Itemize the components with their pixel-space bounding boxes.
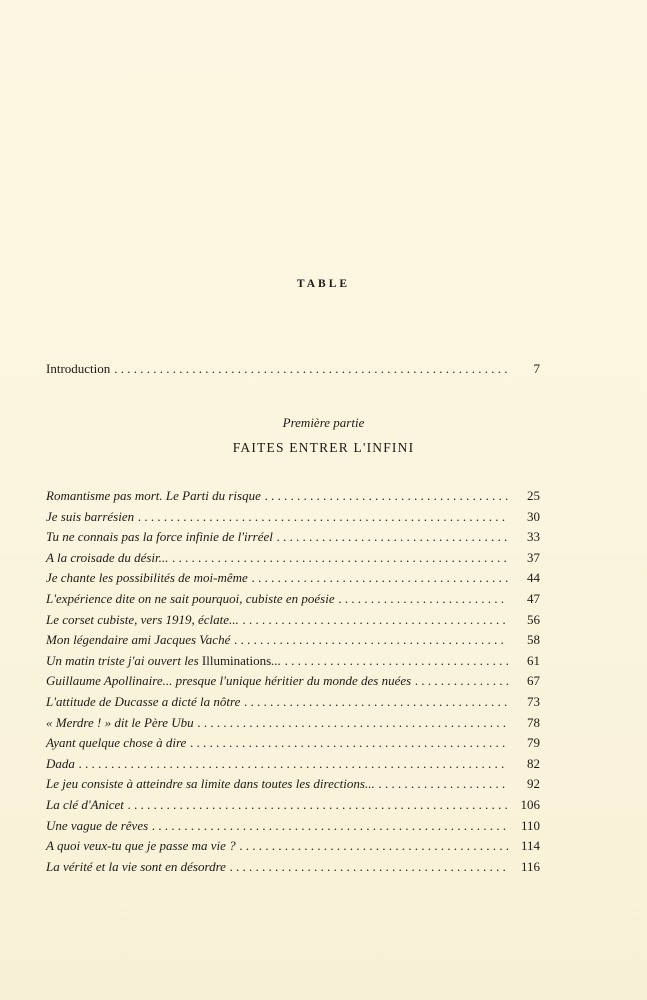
leader-dots bbox=[152, 818, 508, 834]
leader-dots bbox=[277, 529, 508, 545]
leader-dots bbox=[128, 797, 508, 813]
entry-page-number: 67 bbox=[527, 673, 540, 689]
toc-entry[interactable] bbox=[46, 612, 540, 633]
toc-entry[interactable] bbox=[46, 715, 540, 736]
toc-entry[interactable] bbox=[46, 838, 540, 859]
leader-dots bbox=[234, 632, 508, 648]
entry-title: La clé d'Anicet bbox=[46, 796, 124, 812]
entry-page-number: 110 bbox=[520, 817, 540, 833]
entry-title: L'attitude de Ducasse a dicté la nôtre bbox=[46, 693, 241, 709]
leader-dots bbox=[138, 509, 508, 525]
entry-page-number: 73 bbox=[527, 693, 540, 709]
leader-dots bbox=[79, 756, 508, 772]
leader-dots bbox=[415, 673, 508, 689]
entry-title: Un matin triste j'ai ouvert les Illuminations... bbox=[46, 652, 281, 668]
entry-page-number: 106 bbox=[520, 796, 540, 812]
toc-entries-list bbox=[46, 488, 540, 879]
entry-page-number: 37 bbox=[527, 549, 540, 565]
entry-title: Le corset cubiste, vers 1919, éclate... bbox=[46, 611, 239, 627]
part-title: FAITES ENTRER L'INFINI bbox=[232, 440, 415, 455]
leader-dots bbox=[243, 612, 508, 628]
entry-page-number: 47 bbox=[527, 590, 540, 606]
entry-title: Le jeu consiste à atteindre sa limite dans toutes les directions... bbox=[46, 776, 375, 792]
leader-dots bbox=[240, 838, 508, 854]
leader-dots bbox=[379, 776, 508, 792]
entry-page-number: 7 bbox=[533, 361, 540, 376]
entry-title: Mon légendaire ami Jacques Vaché bbox=[46, 632, 231, 648]
leader-dots bbox=[198, 715, 508, 731]
entry-page-number: 114 bbox=[520, 838, 540, 854]
toc-entry[interactable] bbox=[46, 550, 540, 571]
toc-entry[interactable] bbox=[46, 694, 540, 715]
leader-dots bbox=[339, 591, 508, 607]
table-heading: TABLE bbox=[296, 278, 351, 290]
entry-page-number: 58 bbox=[527, 632, 540, 648]
entry-page-number: 82 bbox=[527, 755, 540, 771]
entry-page-number: 25 bbox=[527, 488, 540, 503]
leader-dots bbox=[285, 653, 508, 669]
leader-dots bbox=[230, 859, 508, 875]
leader-dots bbox=[265, 488, 508, 504]
entry-page-number: 44 bbox=[527, 570, 540, 586]
entry-title: Tu ne connais pas la force infinie de l'irréel bbox=[46, 529, 273, 545]
entry-title: Introduction bbox=[46, 361, 111, 376]
entry-title: A quoi veux-tu que je passe ma vie ? bbox=[46, 838, 236, 854]
toc-entry[interactable] bbox=[46, 818, 540, 839]
entry-page-number: 56 bbox=[527, 611, 540, 627]
entry-page-number: 61 bbox=[527, 652, 540, 668]
entry-page-number: 30 bbox=[527, 508, 540, 524]
leader-dots bbox=[252, 570, 508, 586]
leader-dots bbox=[172, 550, 508, 566]
entry-title: Guillaume Apollinaire... presque l'unique héritier du monde des nuées bbox=[46, 673, 412, 689]
leader-dots bbox=[114, 361, 508, 377]
leader-dots bbox=[244, 694, 508, 710]
entry-page-number: 79 bbox=[527, 735, 540, 751]
toc-entry[interactable] bbox=[46, 653, 540, 674]
entry-title: Dada bbox=[46, 755, 75, 771]
entry-page-number: 92 bbox=[527, 776, 540, 792]
entry-title: Je suis barrésien bbox=[46, 508, 135, 524]
entry-title: Ayant quelque chose à dire bbox=[46, 735, 187, 751]
entry-page-number: 116 bbox=[520, 858, 540, 874]
entry-title: L'expérience dite on ne sait pourquoi, cubiste en poésie bbox=[46, 590, 335, 606]
entry-title: Je chante les possibilités de moi-même bbox=[46, 570, 248, 586]
toc-entry[interactable] bbox=[46, 859, 540, 880]
toc-entry[interactable] bbox=[46, 509, 540, 530]
toc-entry[interactable] bbox=[46, 735, 540, 756]
toc-entry[interactable] bbox=[46, 529, 540, 550]
toc-entry[interactable] bbox=[46, 591, 540, 612]
entry-title: Une vague de rêves bbox=[46, 817, 149, 833]
entry-page-number: 33 bbox=[527, 529, 540, 545]
toc-entry[interactable] bbox=[46, 673, 540, 694]
toc-entry[interactable] bbox=[46, 570, 540, 591]
toc-entry[interactable] bbox=[46, 632, 540, 653]
leader-dots bbox=[190, 735, 508, 751]
toc-entry-introduction[interactable] bbox=[46, 361, 540, 377]
entry-page-number: 78 bbox=[527, 714, 540, 730]
entry-title: La vérité et la vie sont en désordre bbox=[46, 858, 226, 874]
part-label: Première partie bbox=[282, 415, 365, 430]
toc-entry[interactable] bbox=[46, 488, 540, 509]
entry-title: « Merdre ! » dit le Père Ubu bbox=[46, 714, 194, 730]
toc-entry[interactable] bbox=[46, 797, 540, 818]
toc-entry[interactable] bbox=[46, 776, 540, 797]
toc-entry[interactable] bbox=[46, 756, 540, 777]
entry-title: A la croisade du désir... bbox=[46, 549, 169, 565]
entry-title: Romantisme pas mort. Le Parti du risque bbox=[46, 488, 261, 503]
